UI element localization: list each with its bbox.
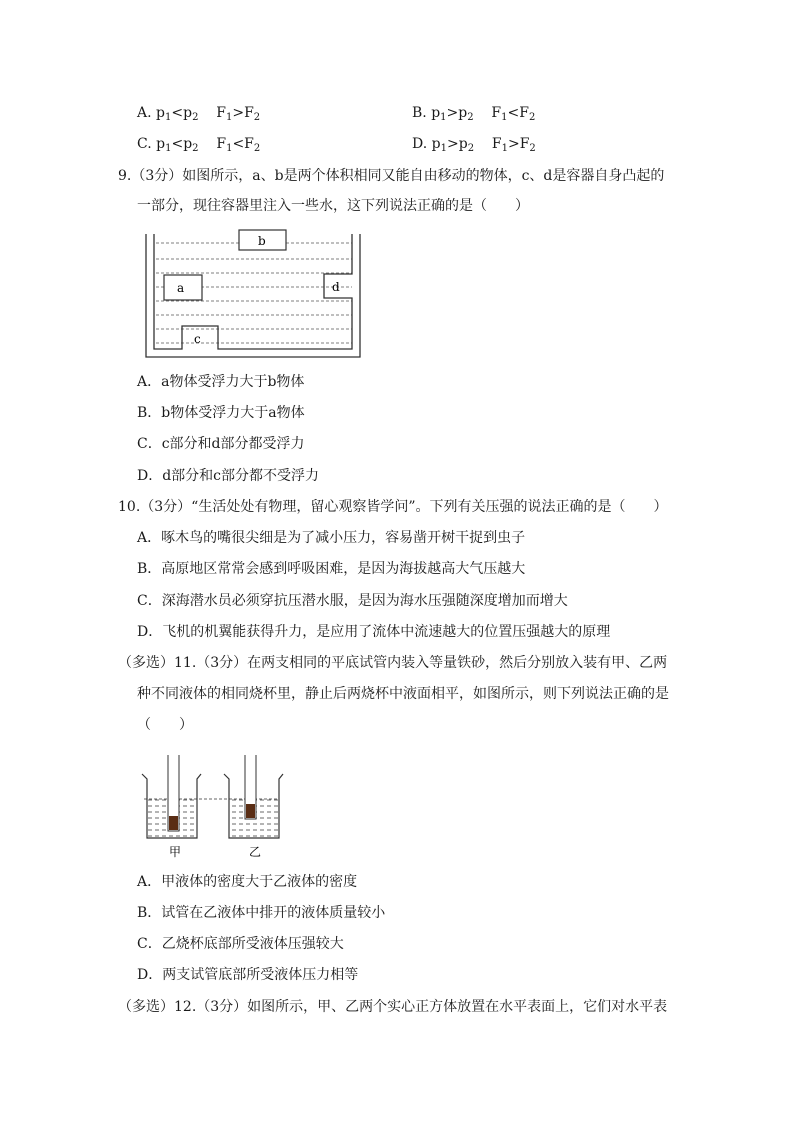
q11-stem-line1: （多选）11.（3分）在两支相同的平底试管内装入等量铁砂，然后分别放入装有甲、乙两: [118, 655, 668, 671]
q11-stem-line2: 种不同液体的相同烧杯里，静止后两烧杯中液面相平，如图所示，则下列说法正确的是: [137, 686, 669, 702]
p-relation: >: [446, 105, 459, 121]
q9-option-b: B．b物体受浮力大于a物体: [137, 405, 305, 421]
q10-stem: 10.（3分）“生活处处有物理，留心观察皆学问”。下列有关压强的说法正确的是（ ）: [118, 499, 668, 515]
label-b: b: [258, 234, 266, 248]
p-relation: >: [446, 136, 459, 152]
q9-container-figure: [140, 226, 370, 362]
q10-option-d: D．飞机的机翼能获得升力，是应用了流体中流速越大的位置压强越大的原理: [137, 624, 611, 640]
p-relation: <: [171, 136, 184, 152]
q10-option-b: B．高原地区常常会感到呼吸困难，是因为海拔越高大气压越大: [137, 561, 526, 577]
label-jia: 甲: [169, 845, 182, 859]
label-d: d: [332, 280, 340, 294]
q11-beakers-figure: [134, 755, 294, 863]
q9-option-d: D．d部分和c部分都不受浮力: [137, 468, 320, 484]
f-relation: >: [507, 136, 520, 152]
label-c: c: [194, 332, 201, 346]
p-relation: <: [171, 105, 184, 121]
q11-option-b: B．试管在乙液体中排开的液体质量较小: [137, 905, 386, 921]
q8-option-b: B. $p_1>p_2$ $F_1<F_2$: [412, 105, 536, 123]
option-letter: C.: [137, 136, 152, 152]
q12-stem-line1: （多选）12.（3分）如图所示，甲、乙两个实心正方体放置在水平表面上，它们对水平表: [118, 999, 668, 1015]
f-relation: <: [232, 136, 245, 152]
q11-option-a: A．甲液体的密度大于乙液体的密度: [137, 874, 358, 890]
q8-option-a: A. $p_1<p_2$ $F_1>F_2$: [137, 105, 261, 123]
option-letter: A.: [137, 105, 152, 121]
q10-option-a: A．啄木鸟的嘴很尖细是为了减小压力，容易凿开树干捉到虫子: [137, 530, 526, 546]
q11-option-d: D．两支试管底部所受液体压力相等: [137, 967, 359, 983]
q9-option-a: A．a物体受浮力大于b物体: [137, 374, 305, 390]
option-letter: B.: [412, 105, 427, 121]
label-a: a: [177, 281, 185, 295]
q8-option-d: D. $p_1>p_2$ $F_1>F_2$: [412, 136, 536, 154]
q10-option-c: C．深海潜水员必须穿抗压潜水服，是因为海水压强随深度增加而增大: [137, 593, 568, 609]
q9-stem-line1: 9.（3分）如图所示，a、b是两个体积相同又能自由移动的物体，c、d是容器自身凸起的: [118, 168, 665, 184]
f-relation: <: [507, 105, 520, 121]
label-yi: 乙: [249, 845, 262, 859]
option-letter: D.: [412, 136, 428, 152]
q11-stem-line3: （ ）: [137, 717, 193, 733]
f-relation: >: [232, 105, 245, 121]
q11-option-c: C．乙烧杯底部所受液体压强较大: [137, 936, 344, 952]
q8-option-c: C. $p_1<p_2$ $F_1<F_2$: [137, 136, 261, 154]
q9-stem-line2: 一部分，现往容器里注入一些水，这下列说法正确的是（ ）: [137, 198, 529, 214]
q9-option-c: C．c部分和d部分都受浮力: [137, 436, 305, 452]
